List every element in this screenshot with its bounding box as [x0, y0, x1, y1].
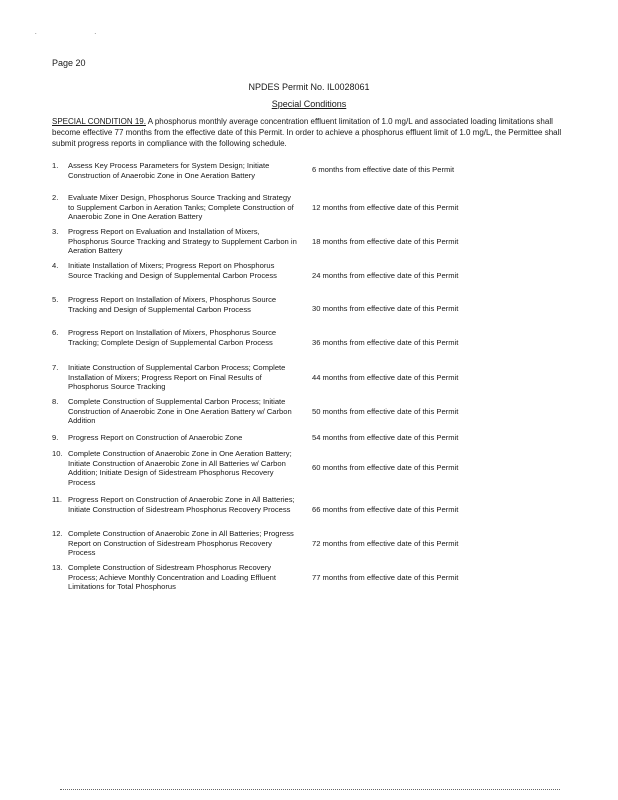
corner-mark: . . — [35, 30, 125, 36]
schedule-item — [52, 161, 592, 193]
schedule-item — [52, 193, 592, 227]
schedule-item — [52, 363, 592, 397]
schedule-item — [52, 328, 592, 363]
item-number: 3. — [52, 227, 59, 236]
schedule-item — [52, 261, 592, 295]
item-number: 13. — [52, 563, 63, 572]
item-task: Progress Report on Construction of Anaerobic Zone — [68, 433, 243, 442]
item-due-date: 66 months from effective date of this Permit — [312, 505, 459, 514]
item-task: Progress Report on Installation of Mixers, Phosphorus Source Tracking and Design of Supplemental Carbon Process — [68, 295, 277, 314]
item-task: Assess Key Process Parameters for System Design; Initiate Construction of Anaerobic Zone in One Aeration Battery — [68, 161, 270, 180]
item-task: Complete Construction of Supplemental Carbon Process; Initiate Construction of Anaerobic Zone in One Aeration Battery w/ Carbon Addition — [68, 397, 292, 425]
item-task: Complete Construction of Sidestream Phosphorus Recovery Process; Achieve Monthly Concentration and Loading Effluent Limitations for Total Phosphorus — [68, 563, 276, 591]
item-due-date: 77 months from effective date of this Permit — [312, 573, 459, 582]
section-title: Special Conditions — [271, 99, 347, 109]
schedule-item — [52, 227, 592, 261]
item-due-date: 30 months from effective date of this Permit — [312, 304, 459, 313]
item-number: 8. — [52, 397, 59, 406]
item-due-date: 24 months from effective date of this Permit — [312, 271, 459, 280]
schedule-item — [52, 397, 592, 433]
item-number: 9. — [52, 433, 59, 442]
item-due-date: 12 months from effective date of this Permit — [312, 203, 459, 212]
item-number: 6. — [52, 328, 59, 337]
item-task: Evaluate Mixer Design, Phosphorus Source Tracking and Strategy to Supplement Carbon in Aeration Tanks; Complete Construction of Anaerobic Zone in One Aeration Battery — [68, 193, 294, 221]
item-number: 4. — [52, 261, 59, 270]
item-due-date: 6 months from effective date of this Permit — [312, 165, 455, 174]
schedule-item — [52, 495, 592, 529]
item-number: 2. — [52, 193, 59, 202]
schedule-item — [52, 563, 592, 597]
compliance-schedule — [52, 161, 592, 597]
item-number: 11. — [52, 495, 62, 504]
item-due-date: 54 months from effective date of this Permit — [312, 433, 459, 442]
item-number: 1. — [52, 161, 59, 170]
item-task: Progress Report on Evaluation and Installation of Mixers, Phosphorus Source Tracking and Strategy to Supplement Carbon in Aeration Battery — [68, 227, 297, 255]
item-task: Progress Report on Construction of Anaerobic Zone in All Batteries; Initiate Construction of Sidestream Phosphorus Recovery Process — [68, 495, 295, 514]
item-due-date: 72 months from effective date of this Permit — [312, 539, 459, 548]
schedule-item — [52, 295, 592, 328]
item-number: 7. — [52, 363, 59, 372]
permit-number: NPDES Permit No. IL0028061 — [248, 82, 370, 92]
item-due-date: 36 months from effective date of this Permit — [312, 338, 459, 347]
intro-paragraph — [52, 116, 572, 149]
item-task: Initiate Installation of Mixers; Progress Report on Phosphorus Source Tracking and Design of Supplemental Carbon Process — [68, 261, 277, 280]
scan-footer-line — [60, 789, 560, 790]
item-due-date: 18 months from effective date of this Permit — [312, 237, 459, 246]
item-task: Initiate Construction of Supplemental Carbon Process; Complete Installation of Mixers; Progress Report on Final Results of Phosphorus Source Tracking — [68, 363, 286, 391]
condition-label: SPECIAL CONDITION 19. — [52, 117, 146, 126]
schedule-item — [52, 433, 592, 449]
item-number: 5. — [52, 295, 59, 304]
item-number: 12. — [52, 529, 63, 538]
item-task: Complete Construction of Anaerobic Zone in All Batteries; Progress Report on Construction of Sidestream Phosphorus Recovery Process — [68, 529, 294, 557]
schedule-item — [52, 449, 592, 495]
item-due-date: 44 months from effective date of this Permit — [312, 373, 459, 382]
item-task: Complete Construction of Anaerobic Zone in One Aeration Battery; Initiate Construction of Anaerobic Zone in All Batteries w/ Carbon Addition; Initiate Design of Sidestream Phosphorus Recovery Process — [68, 449, 292, 487]
item-task: Progress Report on Installation of Mixers, Phosphorus Source Tracking; Complete Design of Supplemental Carbon Process — [68, 328, 277, 347]
page-number: Page 20 — [52, 58, 86, 68]
schedule-item — [52, 529, 592, 563]
item-due-date: 60 months from effective date of this Permit — [312, 463, 459, 472]
intro-text: A phosphorus monthly average concentration effluent limitation of 1.0 mg/L and associated loading limitations shall become effective 77 months from the effective date of this Permit. In order to achieve a phosphorus effluent limit of 1.0 mg/L, the Permittee shall submit progress reports in compliance with the following schedule. — [52, 117, 562, 148]
item-number: 10. — [52, 449, 63, 458]
item-due-date: 50 months from effective date of this Permit — [312, 407, 459, 416]
